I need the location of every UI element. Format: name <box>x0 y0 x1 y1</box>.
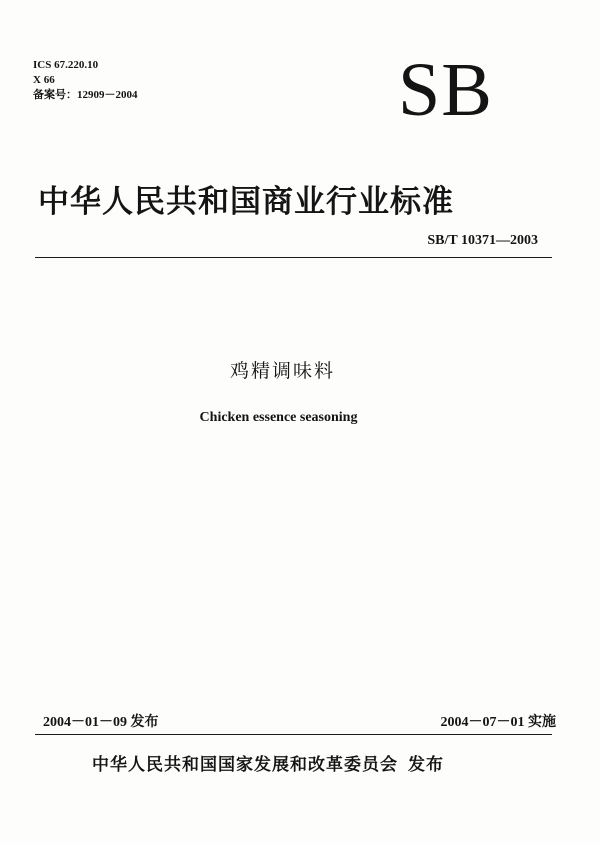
header-divider <box>35 257 552 258</box>
ics-code: ICS 67.220.10 <box>33 59 99 71</box>
issuer-name: 中华人民共和国国家发展和改革委员会 <box>92 755 398 775</box>
issue-date: 2004－01－09 发布 <box>43 715 159 730</box>
document-title-en: Chicken essence seasoning <box>199 410 358 425</box>
implementation-date: 2004－07－01 实施 <box>440 715 556 730</box>
org-title: 中华人民共和国商业行业标准 <box>38 184 454 220</box>
class-code: X 66 <box>33 74 55 86</box>
record-number: 备案号：12909－2004 <box>33 89 138 101</box>
issuer <box>92 750 444 775</box>
standard-number: SB/T 10371—2003 <box>427 233 538 248</box>
document-meta <box>33 58 138 103</box>
standard-logo: SB <box>398 48 493 132</box>
document-title-cn: 鸡精调味料 <box>229 360 335 382</box>
issuer-publish-word: 发布 <box>408 755 444 775</box>
footer-divider <box>35 734 552 735</box>
